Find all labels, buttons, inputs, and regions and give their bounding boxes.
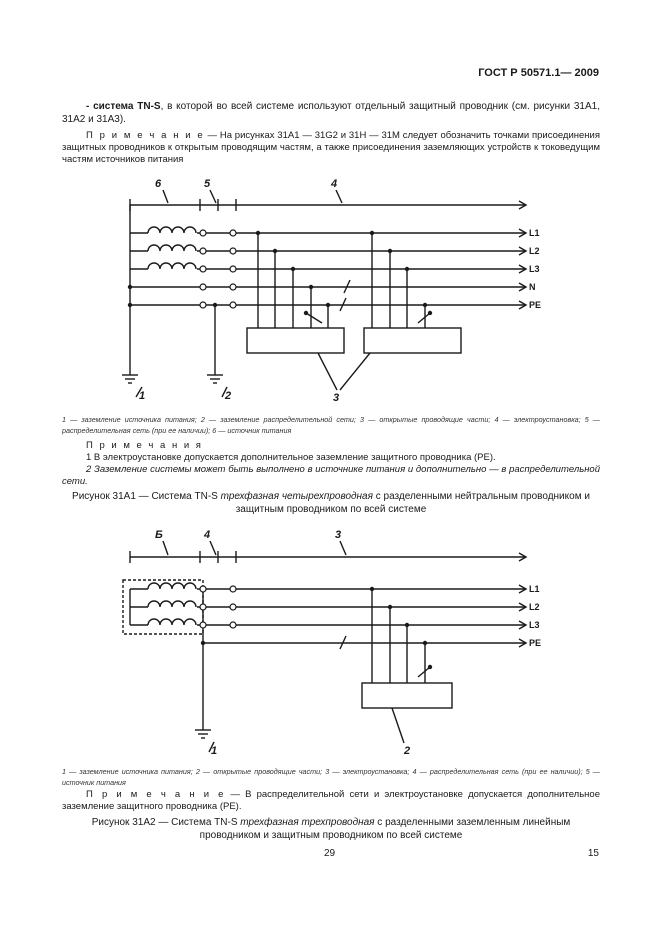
fig2-line-pe: PE xyxy=(529,638,542,648)
intro-paragraph xyxy=(62,100,600,126)
fig1-line-l1: L1 xyxy=(529,228,540,238)
fig1-label-3: 3 xyxy=(333,392,340,404)
fig1-label-6: 6 xyxy=(155,178,162,190)
fig2-label-4: 4 xyxy=(204,529,211,541)
fig2-line-l1: L1 xyxy=(529,584,540,594)
figure-31a2-diagram xyxy=(0,525,661,760)
fig1-label-4: 4 xyxy=(331,178,338,190)
fig1-label-5: 5 xyxy=(204,178,211,190)
document-id: ГОСТ Р 50571.1— 2009 xyxy=(478,67,599,79)
fig1-legend: 1 — заземление источника питания; 2 — заземление распределительной сети; 3 — открытые проводящие части; 4 — электроустановка; 5 — распределительная сеть (при ее наличии); 6 — источник питания xyxy=(62,415,600,435)
intro-note-text: — На рисунках 31А1 — 31G2 и 31Н — 31М следует обозначить точками присоединения защитных проводников к открытым проводящим частям, а также присоединения заземляющих устройств к токоведущим частям источников питания xyxy=(62,130,601,165)
fig2-label-3: 3 xyxy=(335,529,342,541)
fig1-line-l2: L2 xyxy=(529,246,540,256)
fig2-line-l3: L3 xyxy=(529,620,540,630)
figure-31a1-diagram xyxy=(0,165,661,405)
fig2-label-b: Б xyxy=(155,529,163,541)
fig2-caption: Рисунок 31А2 — Система TN-S трехфазная трехпроводная с разделенными заземленным линейным проводником и защитным проводником по всей системе xyxy=(91,817,571,841)
intro-rest: , в которой во всей системе используют отдельный защитный проводник (см. рисунки 31А1, 31А2 и 31А3). xyxy=(62,101,600,125)
fig1-line-n: N xyxy=(529,282,536,292)
fig1-caption: Рисунок 31А1 — Система TN-S трехфазная четырехпроводная с разделенными нейтральным проводником и защитным проводником по всей системе xyxy=(72,491,590,515)
intro-lead: - система TN-S xyxy=(86,101,161,112)
fig2-label-1: 1 xyxy=(211,745,218,757)
fig2-line-l2: L2 xyxy=(529,602,540,612)
fig2-legend: 1 — заземление источника питания; 2 — открытые проводящие части; 3 — электроустановка; 4 — распределительная сеть (при ее наличии); 5 — источник питания xyxy=(62,767,600,787)
fig1-label-2: 2 xyxy=(225,390,232,402)
fig1-line-l3: L3 xyxy=(529,264,540,274)
fig1-note-1: 1 В электроустановке допускается дополнительное заземление защитного проводника (РЕ). xyxy=(86,452,496,463)
page-number-right: 15 xyxy=(587,848,599,859)
fig1-line-pe: PE xyxy=(529,300,542,310)
fig2-note: П р и м е ч а н и е — В распределительной сети и электроустановке допускается дополнительное заземление защитного проводника (РЕ). xyxy=(62,789,600,812)
page-number-center: 29 xyxy=(324,848,336,859)
fig1-notes-label: П р и м е ч а н и я xyxy=(86,440,203,451)
fig2-label-2: 2 xyxy=(404,745,411,757)
intro-note-label: П р и м е ч а н и е xyxy=(86,130,205,141)
fig1-note-2: 2 Заземление системы может быть выполнено в источнике питания и дополнительно — в распределительной сети. xyxy=(62,464,600,487)
fig1-label-1: 1 xyxy=(139,390,146,402)
intro-note xyxy=(62,130,600,166)
